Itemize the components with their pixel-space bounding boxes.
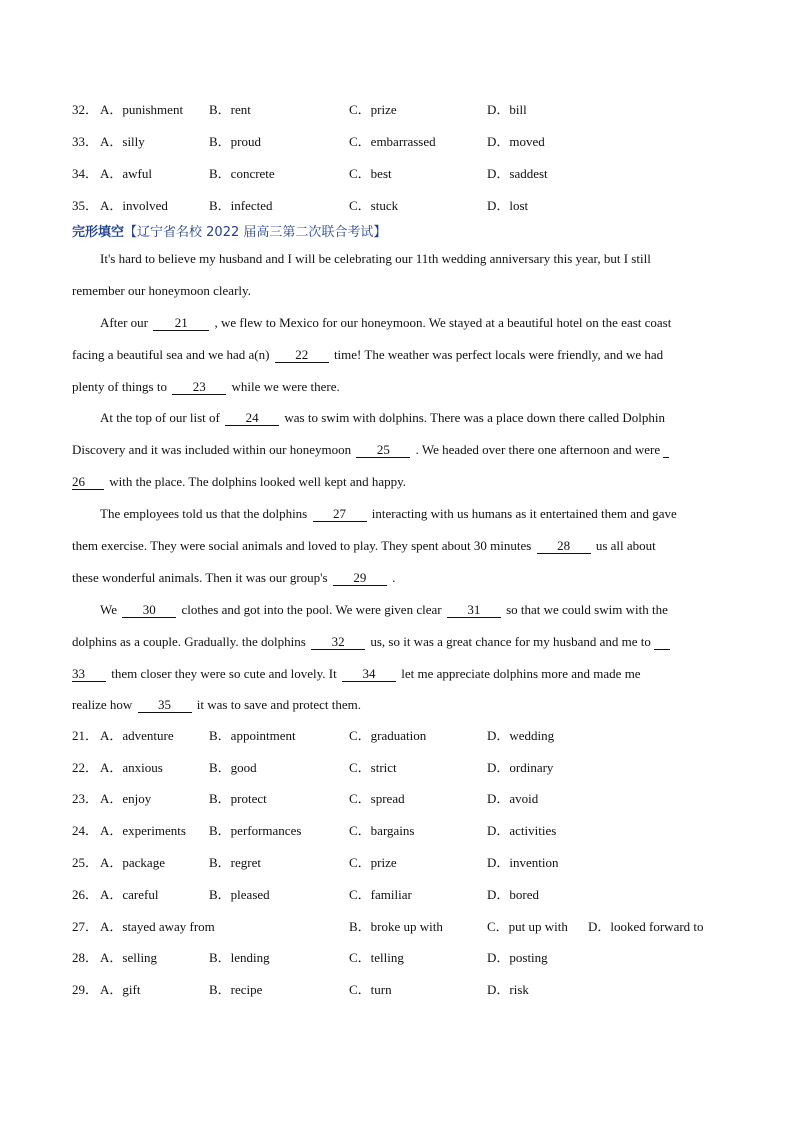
option-a: A．awful [100, 166, 152, 181]
option-b: B．proud [209, 134, 262, 149]
blank-26[interactable]: 26 [72, 474, 104, 490]
option-a: A．gift [100, 982, 141, 997]
passage-line: After our 21 , we flew to Mexico for our honeymoon. We stayed at a beautiful hotel on the east coast [100, 314, 672, 330]
option-b: B．concrete [209, 166, 275, 181]
option-c: C．prize [349, 855, 397, 870]
passage-line: 33 them closer they were so cute and lovely. It 34 let me appreciate dolphins more and made me [72, 665, 641, 681]
option-c: C．put up with [487, 919, 568, 934]
option-d: D．avoid [487, 791, 539, 806]
question-28 [72, 948, 732, 968]
option-c: C．familiar [349, 887, 412, 902]
passage-line: We 30 clothes and got into the pool. We were given clear 31 so that we could swim with the [100, 601, 668, 617]
blank-27[interactable]: 27 [313, 506, 367, 522]
passage-line: The employees told us that the dolphins 27 interacting with us humans as it entertained them and gave [100, 506, 677, 522]
option-c: C．graduation [349, 728, 427, 743]
option-d: D．risk [487, 982, 529, 997]
question-33 [72, 132, 732, 152]
option-a: A．experiments [100, 823, 186, 838]
question-32 [72, 100, 732, 120]
option-b: B．appointment [209, 728, 296, 743]
option-a: A．anxious [100, 760, 163, 775]
blank-32[interactable]: 32 [311, 634, 365, 650]
passage [72, 243, 724, 721]
question-35 [72, 196, 732, 216]
option-b: B．infected [209, 198, 273, 213]
question-25 [72, 853, 732, 873]
option-a: A．involved [100, 198, 168, 213]
option-d: D．looked forward to [588, 919, 704, 934]
question-29 [72, 980, 732, 1000]
blank-22[interactable]: 22 [275, 347, 329, 363]
passage-line: dolphins as a couple. Gradually. the dolphins 32 us, so it was a great chance for my husband and me to [72, 626, 724, 658]
option-d: D．moved [487, 134, 545, 149]
question-number: 21． [72, 728, 99, 743]
option-c: C．strict [349, 760, 397, 775]
option-a: A．adventure [100, 728, 174, 743]
option-b: B．rent [209, 102, 251, 117]
option-d: D．ordinary [487, 760, 554, 775]
option-d: D．posting [487, 950, 548, 965]
option-b: B．regret [209, 855, 261, 870]
question-number: 29． [72, 982, 99, 997]
question-27 [72, 917, 732, 937]
passage-line: remember our honeymoon clearly. [72, 282, 251, 298]
blank-25[interactable]: 25 [356, 442, 410, 458]
blank-34[interactable]: 34 [342, 666, 396, 682]
blank-23[interactable]: 23 [172, 379, 226, 395]
blank-33[interactable]: 33 [72, 666, 106, 682]
question-number: 28． [72, 950, 99, 965]
option-b: B．performances [209, 823, 302, 838]
question-number: 33． [72, 134, 99, 149]
section-title [72, 223, 386, 243]
passage-line: Discovery and it was included within our honeymoon 25 . We headed over there one afternoon and were [72, 434, 724, 466]
question-34 [72, 164, 732, 184]
option-d: D．saddest [487, 166, 548, 181]
option-a: A．package [100, 855, 165, 870]
option-d: D．bill [487, 102, 527, 117]
question-number: 23． [72, 791, 99, 806]
question-number: 22． [72, 760, 99, 775]
question-number: 34． [72, 166, 99, 181]
option-d: D．activities [487, 823, 557, 838]
question-number: 25． [72, 855, 99, 870]
passage-line: 26 with the place. The dolphins looked well kept and happy. [72, 474, 407, 490]
blank-30[interactable]: 30 [122, 602, 176, 618]
option-d: D．wedding [487, 728, 555, 743]
option-c: C．prize [349, 102, 397, 117]
blank-35[interactable]: 35 [138, 697, 192, 713]
blank-31[interactable]: 31 [447, 602, 501, 618]
option-a: A．punishment [100, 102, 184, 117]
option-d: D．bored [487, 887, 539, 902]
option-b: B．protect [209, 791, 267, 806]
option-a: A．stayed away from [100, 919, 215, 934]
question-22 [72, 758, 732, 778]
question-number: 26． [72, 887, 99, 902]
passage-line: these wonderful animals. Then it was our group's 29 . [72, 569, 396, 585]
option-c: C．turn [349, 982, 392, 997]
option-c: C．stuck [349, 198, 399, 213]
section-label: 完形填空 [72, 225, 125, 240]
question-number: 27． [72, 919, 99, 934]
option-c: C．spread [349, 791, 405, 806]
option-b: B．recipe [209, 982, 263, 997]
passage-line: facing a beautiful sea and we had a(n) 22 time! The weather was perfect locals were friendly, and we had [72, 346, 664, 362]
option-a: A．silly [100, 134, 145, 149]
option-b: B．good [209, 760, 257, 775]
section-source: 【辽宁省名校 2022 届高三第二次联合考试】 [124, 225, 387, 240]
question-number: 35． [72, 198, 99, 213]
question-number: 32． [72, 102, 99, 117]
passage-line: realize how 35 it was to save and protect them. [72, 697, 362, 713]
option-c: C．bargains [349, 823, 415, 838]
question-23 [72, 789, 732, 809]
question-26 [72, 885, 732, 905]
passage-line: At the top of our list of 24 was to swim with dolphins. There was a place down there called Dolphin [100, 410, 666, 426]
option-b: B．broke up with [349, 919, 443, 934]
option-d: D．invention [487, 855, 559, 870]
option-b: B．lending [209, 950, 270, 965]
question-24 [72, 821, 732, 841]
passage-line: It's hard to believe my husband and I will be celebrating our 11th wedding anniversary this year, but I still [100, 251, 651, 266]
question-number: 24． [72, 823, 99, 838]
option-c: C．best [349, 166, 392, 181]
option-c: C．embarrassed [349, 134, 436, 149]
option-a: A．careful [100, 887, 159, 902]
option-a: A．enjoy [100, 791, 152, 806]
blank-21[interactable]: 21 [153, 315, 209, 331]
blank-28[interactable]: 28 [537, 538, 591, 554]
blank-29[interactable]: 29 [333, 570, 387, 586]
option-b: B．pleased [209, 887, 270, 902]
passage-line: plenty of things to 23 while we were there. [72, 378, 340, 394]
option-d: D．lost [487, 198, 529, 213]
blank-24[interactable]: 24 [225, 410, 279, 426]
passage-line: them exercise. They were social animals and loved to play. They spent about 30 minutes 28 us all about [72, 538, 656, 554]
question-21 [72, 726, 732, 746]
option-c: C．telling [349, 950, 404, 965]
option-a: A．selling [100, 950, 158, 965]
